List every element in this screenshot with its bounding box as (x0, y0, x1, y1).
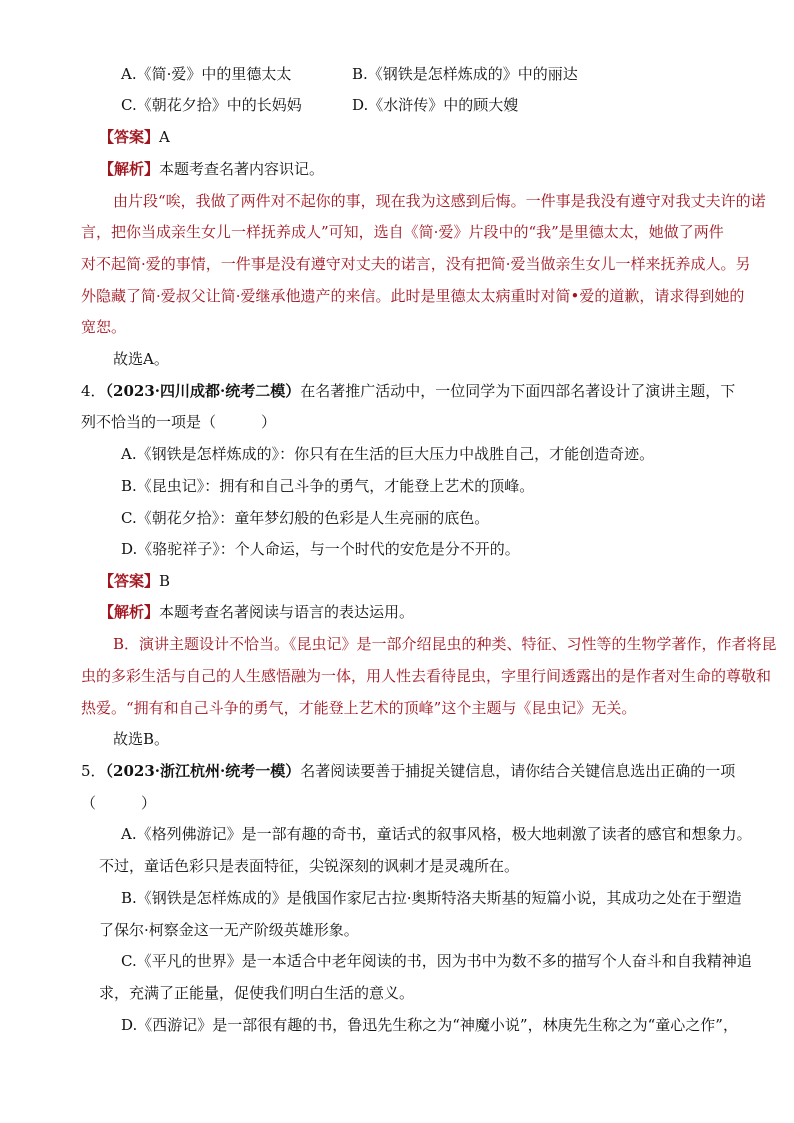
q4-analysis-line-1: B．演讲主题设计不恰当。《昆虫记》是一部介绍昆虫的种类、特征、习性等的生物学著作，作者将昆 (113, 635, 777, 653)
q5-option-d-line-1: D.《西游记》是一部很有趣的书，鲁迅先生称之为“神魔小说”，林庚先生称之为“童心之作”， (121, 1016, 738, 1034)
answer-value: B (159, 572, 171, 590)
q3-option-a: A.《简·爱》中的里德太太 (121, 65, 292, 83)
q4-conclusion: 故选B。 (113, 730, 170, 748)
q3-analysis-line-2: 言，把你当成亲生女儿一样抚养成人”可知，选自《简·爱》片段中的“我”是里德太太，她做了两件 (81, 223, 724, 241)
q4-option-a: A.《钢铁是怎样炼成的》：你只有在生活的巨大压力中战胜自己，才能创造奇迹。 (121, 445, 655, 463)
q5-option-c-line-1: C.《平凡的世界》是一本适合中老年阅读的书，因为书中为数不多的描写个人奋斗和自我精神追 (121, 952, 752, 970)
q3-option-c: C.《朝花夕拾》中的长妈妈 (121, 96, 302, 114)
analysis-tag: 【解析】 (99, 160, 160, 178)
analysis-tag: 【解析】 (99, 603, 160, 621)
q5-number: 5． (81, 762, 106, 780)
q5-option-c-line-2: 求，充满了正能量，促使我们明白生活的意义。 (99, 984, 415, 1002)
q5-stem-text: 名著阅读要善于捕捉关键信息，请你结合关键信息选出正确的一项 (300, 762, 736, 780)
q4-option-c: C.《朝花夕拾》：童年梦幻般的色彩是人生亮丽的底色。 (121, 509, 490, 527)
q4-stem-line-2: 列不恰当的一项是（ ） (81, 413, 277, 431)
q4-source: （2023·四川成都·统考二模） (105, 382, 301, 400)
q3-analysis-line-4: 外隐藏了简·爱叔父让简·爱继承他遗产的来信。此时是里德太太病重时对简•爱的道歉，请求得到她的 (81, 287, 745, 305)
answer-value: A (159, 128, 170, 146)
q4-stem-text: 在名著推广活动中，一位同学为下面四部名著设计了演讲主题，下 (300, 382, 736, 400)
q4-answer (99, 570, 739, 592)
q5-stem-line-1 (81, 760, 736, 782)
q3-analysis (99, 158, 739, 180)
q4-analysis (99, 601, 739, 623)
q4-option-b: B.《昆虫记》：拥有和自己斗争的勇气，才能登上艺术的顶峰。 (121, 477, 535, 495)
q5-stem-line-2: （ ） (81, 794, 157, 812)
q4-analysis-line-3: 热爱。“拥有和自己斗争的勇气，才能登上艺术的顶峰”这个主题与《昆虫记》无关。 (81, 699, 637, 717)
analysis-intro: 本题考查名著阅读与语言的表达运用。 (159, 603, 415, 621)
q5-option-b-line-2: 了保尔·柯察金这一无产阶级英雄形象。 (99, 921, 359, 939)
q5-option-b-line-1: B.《钢铁是怎样炼成的》是俄国作家尼古拉·奥斯特洛夫斯基的短篇小说，其成功之处在于塑造 (121, 889, 742, 907)
q4-number: 4． (81, 382, 106, 400)
q5-source: （2023·浙江杭州·统考一模） (105, 762, 301, 780)
q4-option-d: D.《骆驼祥子》：个人命运，与一个时代的安危是分不开的。 (121, 540, 520, 558)
q5-option-a-line-2: 不过，童话色彩只是表面特征，尖锐深刻的讽刺才是灵魂所在。 (99, 857, 520, 875)
q4-analysis-line-2: 虫的多彩生活与自己的人生感悟融为一体，用人性去看待昆虫，字里行间透露出的是作者对生命的尊敬和 (81, 667, 772, 685)
answer-tag: 【答案】 (99, 572, 160, 590)
q3-conclusion: 故选A。 (113, 350, 169, 368)
q5-option-a-line-1: A.《格列佛游记》是一部有趣的奇书，童话式的叙事风格，极大地刺激了读者的感官和想象力。 (121, 825, 752, 843)
q4-stem-line-1 (81, 380, 736, 402)
q3-answer (99, 126, 739, 148)
answer-tag: 【答案】 (99, 128, 160, 146)
q3-analysis-line-5: 宽恕。 (81, 318, 127, 336)
analysis-intro: 本题考查名著内容识记。 (159, 160, 325, 178)
q3-analysis-line-1: 由片段“唉，我做了两件对不起你的事，现在我为这感到后悔。一件事是我没有遵守对我丈夫许的诺 (113, 192, 766, 210)
q3-analysis-line-3: 对不起简·爱的事情，一件事是没有遵守对丈夫的诺言，没有把简·爱当做亲生女儿一样来抚养成人。另 (81, 255, 751, 273)
q3-option-d: D.《水浒传》中的顾大嫂 (352, 96, 519, 114)
q3-option-b: B.《钢铁是怎样炼成的》中的丽达 (352, 65, 578, 83)
